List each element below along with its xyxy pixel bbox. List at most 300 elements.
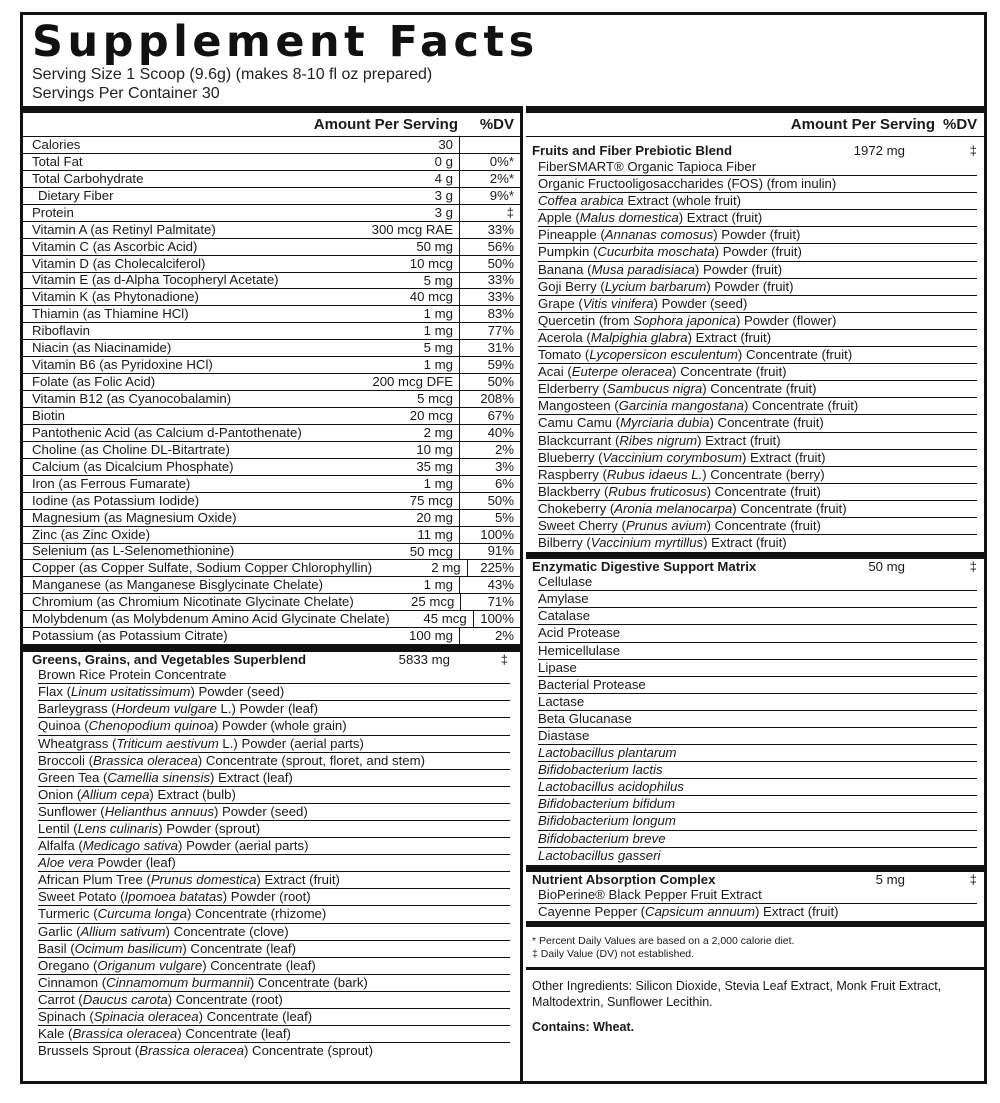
ingredient-latin-name: Sophora japonica — [633, 312, 736, 328]
enzymatic-matrix-header — [526, 552, 987, 574]
nutrient-amount: 45 mcg — [390, 611, 474, 627]
ingredient-text: Cellulase — [538, 574, 593, 590]
ingredient-row — [38, 821, 510, 838]
nutrient-amount: 0 g — [350, 154, 460, 170]
ingredient-latin-name: Ocimum basilicum — [74, 940, 183, 956]
ingredient-row — [538, 608, 977, 625]
nutrient-name: Zinc (as Zinc Oxide) — [32, 526, 150, 542]
ingredient-row — [538, 625, 977, 642]
right-column — [526, 106, 987, 1034]
ingredient-text: ) Extract (leaf) — [210, 769, 293, 785]
nutrient-dv: 225% — [480, 560, 514, 576]
ingredient-latin-name: Spinacia oleracea — [93, 1009, 199, 1024]
ingredient-row — [538, 176, 977, 193]
nutrient-amount: 2 mg — [350, 425, 460, 441]
ingredient-text: ) Concentrate (leaf) — [177, 1026, 291, 1042]
ingredient-row — [38, 975, 510, 992]
ingredient-row — [538, 381, 977, 398]
ingredient-text: African Plum Tree ( — [38, 872, 151, 888]
left-column — [20, 106, 523, 1083]
ingredient-text: ) Concentrate (fruit) — [732, 500, 847, 516]
nutrient-dv: 2% — [494, 441, 514, 457]
ingredient-text: Bilberry ( — [538, 535, 591, 551]
nutrient-amount: 11 mg — [350, 527, 460, 543]
nutrient-row — [20, 408, 520, 425]
ingredient-text: Green Tea ( — [38, 769, 108, 785]
footnotes — [526, 921, 987, 967]
ingredient-latin-name: Curcuma longa — [97, 906, 188, 922]
nutrient-amount: 75 mcg — [350, 493, 460, 509]
ingredient-text: Oregano ( — [38, 957, 98, 973]
nutrient-row — [20, 611, 520, 628]
other-ingredients: Other Ingredients: Silicon Dioxide, Stevia Leaf Extract, Monk Fruit Extract, Maltodextrin, Sunflower Lecithin. — [526, 967, 987, 1010]
ingredient-row — [38, 770, 510, 787]
nutrient-dv: 3% — [494, 458, 514, 474]
ingredient-text: L.) Powder (leaf) — [216, 701, 318, 717]
nutrient-name: Folate (as Folic Acid) — [32, 374, 156, 390]
nutrient-dv: 40% — [487, 424, 514, 440]
ingredient-row — [538, 711, 977, 728]
ingredient-text: Diastase — [538, 728, 590, 743]
ingredient-row — [538, 574, 977, 591]
ingredient-latin-name: Garcinia mangostana — [618, 398, 744, 414]
ingredient-text: Elderberry ( — [538, 381, 607, 397]
ingredient-text: ) Extract (fruit) — [687, 329, 772, 345]
dv-heading: %DV — [479, 116, 514, 133]
nutrient-amount: 50 mcg — [350, 544, 460, 560]
ingredient-text: ) Concentrate (fruit) — [672, 364, 787, 380]
absorption-complex-amount: 5 mg — [875, 871, 905, 887]
ingredient-text: Sweet Potato ( — [38, 889, 125, 905]
ingredient-text: Quercetin (from — [538, 312, 634, 328]
nutrient-dv: ‡ — [506, 204, 514, 220]
ingredient-latin-name: Lactobacillus acidophilus — [538, 779, 684, 795]
greens-blend-amount: 5833 mg — [398, 652, 450, 668]
page-title: Supplement Facts — [32, 17, 539, 67]
ingredient-text: ) Powder (whole grain) — [213, 718, 347, 734]
nutrient-dv: 2% — [494, 628, 514, 644]
ingredient-latin-name: Lactobacillus plantarum — [538, 745, 677, 761]
nutrient-name: Protein — [32, 204, 74, 220]
ingredient-row — [538, 745, 977, 762]
nutrient-name: Molybdenum (as Molybdenum Amino Acid Glycinate Chelate) — [32, 611, 390, 627]
ingredient-text: Lipase — [538, 659, 577, 675]
ingredient-text: ) Extract (fruit) — [697, 432, 781, 448]
ingredient-text: ) Powder (sprout) — [158, 820, 261, 836]
ingredient-row — [538, 296, 977, 313]
nutrient-amount: 1 mg — [350, 476, 460, 492]
ingredient-latin-name: Allium cepa — [81, 786, 150, 802]
ingredient-latin-name: Vaccinium corymbosum — [602, 449, 742, 465]
footnote-dv-not-established: ‡ Daily Value (DV) not established. — [532, 947, 695, 960]
ingredient-text: ) Concentrate (fruit) — [706, 483, 821, 499]
allergen-statement: Contains: Wheat. — [532, 1019, 635, 1034]
nutrient-dv: 50% — [487, 374, 514, 390]
ingredient-text: ) Concentrate (berry) — [702, 466, 825, 482]
ingredient-row — [538, 433, 977, 450]
ingredient-latin-name: Euterpe oleracea — [571, 364, 673, 380]
ingredient-latin-name: Aronia melanocarpa — [614, 500, 733, 516]
nutrient-name: Iodine (as Potassium Iodide) — [32, 492, 200, 508]
nutrient-name: Vitamin B12 (as Cyanocobalamin) — [32, 391, 232, 407]
ingredient-row — [38, 1026, 510, 1043]
nutrient-row — [20, 222, 520, 239]
ingredient-latin-name: Brassica oleracea — [72, 1026, 178, 1042]
ingredient-text: Raspberry ( — [538, 466, 607, 482]
ingredient-row — [538, 779, 977, 796]
nutrient-dv: 33% — [487, 289, 514, 305]
nutrient-amount: 10 mg — [350, 442, 460, 458]
ingredient-text: Lentil ( — [38, 820, 78, 836]
nutrient-name: Calories — [32, 136, 81, 152]
ingredient-text: BioPerine® Black Pepper Fruit Extract — [538, 886, 762, 902]
absorption-complex-header — [526, 865, 987, 887]
ingredient-row — [538, 330, 977, 347]
ingredient-row — [538, 694, 977, 711]
ingredient-latin-name: Brassica oleracea — [92, 752, 198, 768]
ingredient-row — [538, 887, 977, 904]
ingredient-latin-name: Bifidobacterium breve — [538, 830, 666, 846]
ingredient-row — [538, 279, 977, 296]
nutrient-dv: 50% — [487, 492, 514, 508]
nutrient-dv: 77% — [487, 323, 514, 339]
ingredient-text: ) Powder (aerial parts) — [178, 838, 309, 854]
fruits-blend-header — [526, 141, 987, 159]
nutrient-name: Vitamin K (as Phytonadione) — [32, 289, 199, 305]
ingredient-text: ) Powder (fruit) — [713, 227, 801, 243]
nutrient-row — [20, 628, 520, 645]
absorption-ingredient-list — [526, 887, 987, 921]
ingredient-row — [38, 787, 510, 804]
ingredient-text: ) Powder (seed) — [653, 295, 748, 311]
ingredient-row — [538, 501, 977, 518]
ingredient-row — [538, 831, 977, 848]
ingredient-row — [38, 701, 510, 718]
nutrient-row — [20, 205, 520, 222]
ingredient-row — [538, 415, 977, 432]
nutrient-amount: 100 mg — [350, 628, 460, 644]
nutrient-name: Total Fat — [32, 153, 83, 169]
ingredient-text: Alfalfa ( — [38, 838, 83, 854]
nutrient-amount: 1 mg — [350, 577, 460, 593]
ingredient-text: ) Concentrate (fruit) — [709, 415, 824, 431]
nutrient-row — [20, 171, 520, 188]
ingredient-latin-name: Hordeum vulgare — [115, 701, 217, 717]
ingredient-row — [38, 855, 510, 872]
ingredient-text: ) Concentrate (root) — [167, 991, 283, 1007]
nutrient-amount: 5 mg — [350, 340, 460, 356]
ingredient-row — [538, 159, 977, 176]
ingredient-text: Flax ( — [38, 684, 71, 700]
ingredient-text: Barleygrass ( — [38, 701, 116, 717]
ingredient-row — [538, 398, 977, 415]
ingredient-latin-name: Triticum aestivum — [116, 735, 219, 751]
ingredient-row — [538, 313, 977, 330]
nutrient-amount: 200 mcg DFE — [350, 374, 460, 390]
nutrient-row — [20, 306, 520, 323]
nutrient-row — [20, 493, 520, 510]
ingredient-text: ) Concentrate (leaf) — [182, 940, 296, 956]
nutrient-name: Vitamin A (as Retinyl Palmitate) — [32, 221, 216, 237]
fruits-blend-name: Fruits and Fiber Prebiotic Blend — [532, 142, 733, 158]
ingredient-text: ) Concentrate (rhizome) — [187, 906, 327, 922]
ingredient-row — [38, 736, 510, 753]
nutrient-row — [20, 577, 520, 594]
nutrient-amount: 30 — [350, 137, 460, 153]
ingredient-latin-name: Malpighia glabra — [590, 329, 688, 345]
ingredient-text: Powder (leaf) — [93, 855, 176, 871]
nutrient-dv: 31% — [487, 340, 514, 356]
ingredient-latin-name: Camellia sinensis — [107, 769, 211, 785]
nutrient-amount: 10 mcg — [350, 256, 460, 272]
ingredient-row — [538, 467, 977, 484]
ingredient-text: Bacterial Protease — [538, 676, 646, 692]
absorption-complex-dv: ‡ — [969, 871, 977, 887]
nutrient-amount: 2 mg — [372, 560, 467, 576]
servings-per-container: Servings Per Container 30 — [32, 85, 220, 102]
nutrient-amount: 5 mcg — [350, 391, 460, 407]
ingredient-row — [38, 1043, 510, 1060]
greens-blend-dv: ‡ — [500, 652, 508, 668]
nutrient-amount: 25 mcg — [354, 594, 462, 610]
ingredient-text: Organic Fructooligosaccharides (FOS) (from inulin) — [538, 176, 837, 192]
nutrient-name: Vitamin C (as Ascorbic Acid) — [32, 238, 198, 254]
ingredient-latin-name: Lycopersicon esculentum — [589, 347, 738, 363]
nutrient-dv: 5% — [494, 509, 514, 525]
ingredient-text: Cinnamon ( — [38, 974, 107, 990]
ingredient-latin-name: Vaccinium myrtillus — [590, 535, 704, 551]
ingredient-text: Brussels Sprout ( — [38, 1043, 140, 1059]
ingredient-text: Brown Rice Protein Concentrate — [38, 667, 227, 683]
ingredient-latin-name: Prunus domestica — [150, 872, 257, 888]
dv-heading: %DV — [943, 116, 978, 133]
ingredient-latin-name: Bifidobacterium bifidum — [538, 796, 676, 812]
nutrient-name: Biotin — [32, 407, 65, 423]
ingredient-row — [538, 813, 977, 830]
enzymatic-ingredient-list — [526, 574, 987, 865]
nutrient-row — [20, 560, 520, 577]
nutrient-name: Vitamin D (as Cholecalciferol) — [32, 255, 206, 271]
nutrient-dv: 91% — [487, 543, 514, 559]
nutrient-row — [20, 425, 520, 442]
ingredient-row — [38, 941, 510, 958]
ingredient-latin-name: Bifidobacterium longum — [538, 813, 676, 829]
absorption-complex-name: Nutrient Absorption Complex — [532, 871, 716, 887]
ingredient-row — [538, 904, 977, 921]
ingredient-text: Blueberry ( — [538, 449, 603, 465]
nutrient-dv: 83% — [487, 306, 514, 322]
fruits-ingredient-list — [526, 159, 987, 552]
nutrient-row — [20, 323, 520, 340]
ingredient-row — [38, 992, 510, 1009]
ingredient-text: Carrot ( — [38, 991, 83, 1007]
nutrient-dv: 6% — [494, 475, 514, 491]
nutrient-name: Niacin (as Niacinamide) — [32, 340, 172, 356]
ingredient-row — [38, 1009, 510, 1026]
ingredient-row — [538, 364, 977, 381]
ingredient-latin-name: Capsicum annuum — [645, 903, 755, 919]
enzymatic-matrix-amount: 50 mg — [868, 559, 905, 575]
ingredient-latin-name: Rubus idaeus L. — [606, 466, 703, 482]
ingredient-row — [38, 804, 510, 821]
ingredient-latin-name: Helianthus annuus — [104, 803, 214, 819]
ingredient-text: Tomato ( — [538, 347, 590, 363]
ingredient-text: Goji Berry ( — [538, 278, 605, 294]
nutrient-row — [20, 476, 520, 493]
nutrient-row — [20, 594, 520, 611]
nutrient-row — [20, 273, 520, 290]
ingredient-row — [538, 591, 977, 608]
nutrient-row — [20, 442, 520, 459]
nutrient-amount: 20 mcg — [350, 408, 460, 424]
ingredient-text: L.) Powder (aerial parts) — [218, 735, 364, 751]
ingredient-latin-name: Cinnamomum burmannii — [106, 974, 250, 990]
ingredient-text: Spinach ( — [38, 1009, 94, 1024]
ingredient-row — [538, 728, 977, 745]
ingredient-text: ) Powder (fruit) — [706, 278, 794, 294]
greens-blend-name: Greens, Grains, and Vegetables Superblend — [32, 652, 307, 668]
ingredient-text: Beta Glucanase — [538, 710, 632, 726]
ingredient-row — [38, 718, 510, 735]
ingredient-latin-name: Lactobacillus gasseri — [538, 847, 661, 863]
nutrient-amount: 4 g — [350, 171, 460, 187]
ingredient-row — [38, 924, 510, 941]
ingredient-row — [538, 643, 977, 660]
ingredient-text: ) Extract (fruit) — [755, 903, 839, 919]
ingredient-row — [538, 210, 977, 227]
nutrient-row — [20, 137, 520, 154]
ingredient-text: Basil ( — [38, 940, 75, 956]
nutrient-name: Choline (as Choline DL-Bitartrate) — [32, 441, 230, 457]
nutrient-dv: 100% — [480, 526, 514, 542]
ingredient-text: Quinoa ( — [38, 718, 89, 734]
nutrient-row — [20, 527, 520, 544]
nutrient-row — [20, 239, 520, 256]
ingredient-row — [38, 889, 510, 906]
ingredient-latin-name: Aloe vera — [38, 855, 94, 871]
nutrient-amount: 3 g — [350, 188, 460, 204]
fruits-blend-amount: 1972 mg — [853, 142, 905, 158]
ingredient-text: ) Powder (seed) — [190, 684, 285, 700]
ingredient-text: Cayenne Pepper ( — [538, 903, 646, 919]
ingredient-row — [538, 262, 977, 279]
nutrient-dv: 71% — [487, 594, 514, 610]
ingredient-row — [538, 227, 977, 244]
ingredient-row — [538, 484, 977, 501]
ingredient-latin-name: Vitis vinifera — [582, 295, 654, 311]
ingredient-text: Wheatgrass ( — [38, 735, 117, 751]
nutrient-amount: 50 mg — [350, 239, 460, 255]
ingredient-latin-name: Linum usitatissimum — [70, 684, 191, 700]
ingredient-latin-name: Myrciaria dubia — [620, 415, 710, 431]
fruits-blend-dv: ‡ — [969, 142, 977, 158]
nutrient-amount: 20 mg — [350, 510, 460, 526]
ingredient-latin-name: Rubus fruticosus — [608, 483, 707, 499]
nutrient-row — [20, 374, 520, 391]
ingredient-text: Amylase — [538, 591, 589, 607]
ingredient-text: ) Concentrate (leaf) — [198, 1009, 313, 1024]
nutrient-amount: 35 mg — [350, 459, 460, 475]
nutrient-row — [20, 188, 520, 205]
ingredient-text: ) Concentrate (fruit) — [702, 381, 817, 397]
ingredient-text: Grape ( — [538, 295, 583, 311]
ingredient-text: Sunflower ( — [38, 803, 105, 819]
enzymatic-matrix-name: Enzymatic Digestive Support Matrix — [532, 559, 757, 575]
nutrient-name: Thiamin (as Thiamine HCl) — [32, 306, 189, 322]
ingredient-latin-name: Musa paradisiaca — [591, 261, 695, 277]
ingredient-text: ) Extract (fruit) — [678, 210, 763, 226]
ingredient-text: ) Concentrate (sprout, floret, and stem) — [197, 752, 426, 768]
nutrient-amount: 40 mcg — [350, 289, 460, 305]
nutrient-name: Potassium (as Potassium Citrate) — [32, 628, 228, 644]
ingredient-text: Acai ( — [538, 364, 572, 380]
nutrient-name: Iron (as Ferrous Fumarate) — [32, 475, 191, 491]
ingredient-text: ) Concentrate (fruit) — [706, 517, 821, 533]
ingredient-latin-name: Annanas comosus — [604, 227, 714, 243]
ingredient-latin-name: Ribes nigrum — [619, 432, 698, 448]
ingredient-latin-name: Chenopodium quinoa — [88, 718, 214, 734]
ingredient-row — [538, 762, 977, 779]
ingredient-text: ) Concentrate (bark) — [249, 974, 368, 990]
ingredient-row — [538, 244, 977, 261]
nutrient-dv: 59% — [487, 357, 514, 373]
enzymatic-matrix-dv: ‡ — [969, 559, 977, 575]
ingredient-text: FiberSMART® Organic Tapioca Fiber — [538, 159, 757, 174]
nutrient-amount: 3 g — [350, 205, 460, 221]
ingredient-latin-name: Cucurbita moschata — [597, 244, 715, 260]
ingredient-text: Pumpkin ( — [538, 244, 598, 260]
ingredient-row — [38, 838, 510, 855]
ingredient-text: Blackberry ( — [538, 483, 609, 499]
nutrient-name: Riboflavin — [32, 323, 90, 339]
nutrient-name: Vitamin B6 (as Pyridoxine HCl) — [32, 357, 213, 373]
ingredient-row — [38, 906, 510, 923]
nutrient-dv: 43% — [487, 577, 514, 593]
nutrient-dv: 208% — [480, 391, 514, 407]
ingredient-text: Acerola ( — [538, 329, 591, 345]
ingredient-text: ) Concentrate (fruit) — [744, 398, 859, 414]
ingredient-text: ) Extract (bulb) — [149, 786, 236, 802]
ingredient-row — [538, 660, 977, 677]
ingredient-row — [38, 667, 510, 684]
nutrient-dv: 56% — [487, 238, 514, 254]
nutrient-name: Selenium (as L-Selenomethionine) — [32, 543, 235, 559]
nutrient-amount: 1 mg — [350, 357, 460, 373]
ingredient-latin-name: Medicago sativa — [82, 838, 179, 854]
ingredient-row — [38, 753, 510, 770]
ingredient-latin-name: Bifidobacterium lactis — [538, 762, 663, 778]
serving-size: Serving Size 1 Scoop (9.6g) (makes 8-10 fl oz prepared) — [32, 66, 433, 83]
ingredient-text: Broccoli ( — [38, 752, 93, 768]
ingredient-row — [38, 958, 510, 975]
ingredient-text: Sweet Cherry ( — [538, 517, 626, 533]
nutrient-dv: 0%* — [489, 153, 514, 169]
nutrient-row — [20, 510, 520, 527]
ingredient-latin-name: Lycium barbarum — [604, 278, 707, 294]
ingredient-latin-name: Daucus carota — [82, 991, 168, 1007]
ingredient-text: ) Concentrate (leaf) — [202, 957, 316, 973]
nutrient-dv: 100% — [480, 611, 514, 627]
nutrient-name: Dietary Fiber — [38, 187, 114, 203]
nutrient-name: Total Carbohydrate — [32, 170, 144, 186]
ingredient-text: ) Powder (root) — [222, 889, 311, 905]
nutrient-row — [20, 340, 520, 357]
nutrient-name: Manganese (as Manganese Bisglycinate Chelate) — [32, 577, 324, 593]
footnote-percent-dv: * Percent Daily Values are based on a 2,000 calorie diet. — [532, 934, 795, 947]
ingredient-row — [538, 677, 977, 694]
ingredient-row — [538, 193, 977, 210]
ingredient-text: Apple ( — [538, 210, 580, 226]
